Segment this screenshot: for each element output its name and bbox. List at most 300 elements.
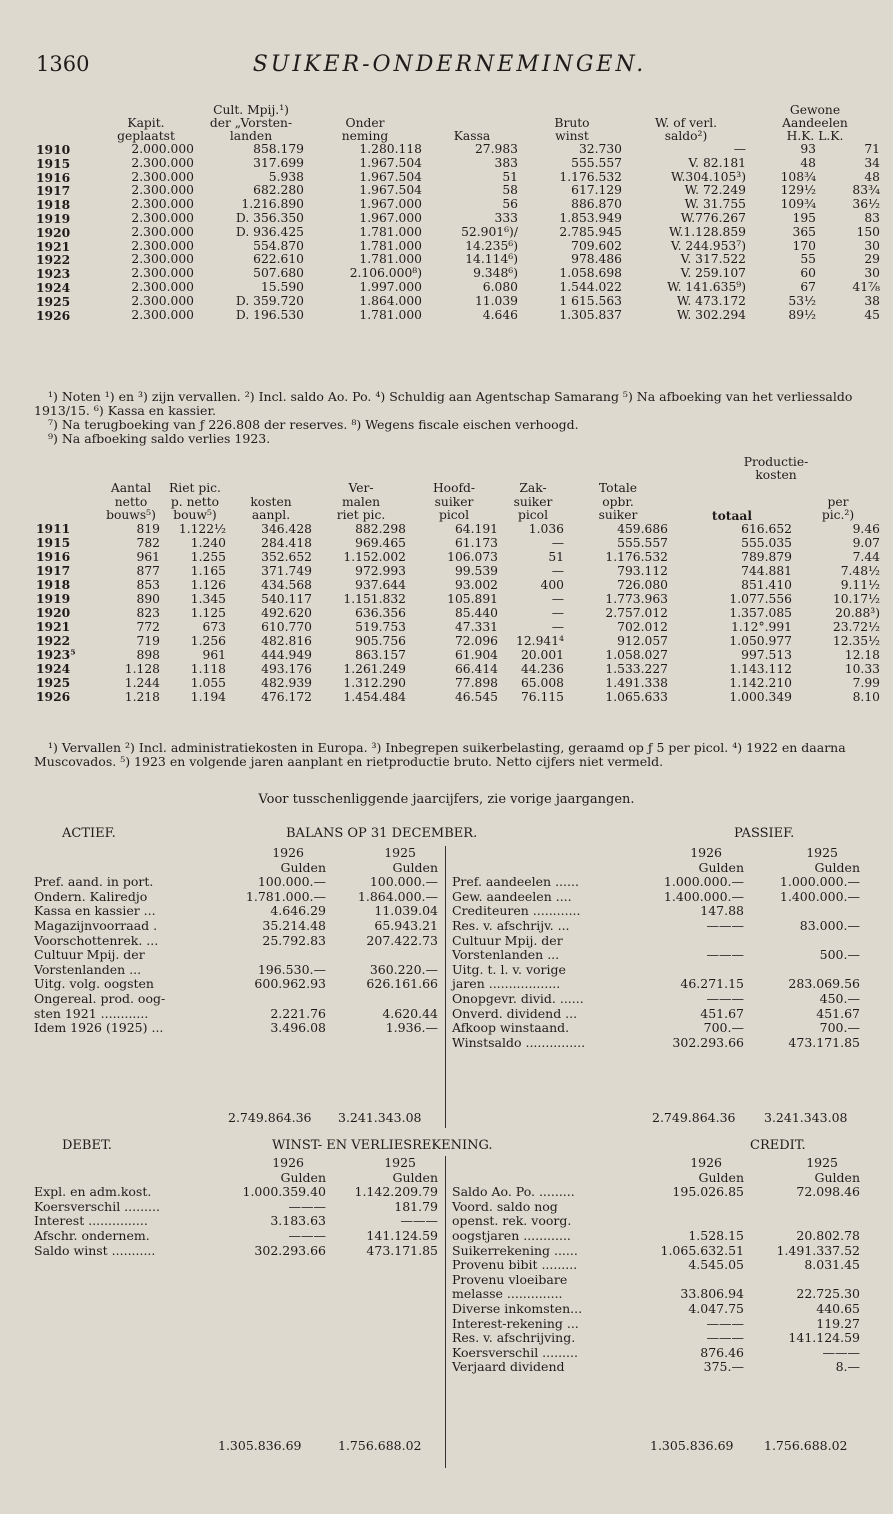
statement-row: [34, 1229, 438, 1244]
statement-row: [452, 904, 860, 919]
col-totale: Totale opbr. suiker: [598, 481, 638, 522]
row-value-1925: 141.124.59: [366, 1227, 438, 1243]
row-value-1926: ———: [706, 1315, 744, 1331]
row-label: Voord. saldo nog: [452, 1198, 558, 1214]
cell-totale: 912.057: [617, 634, 668, 649]
row-year: 1916: [36, 549, 71, 565]
row-value-1925: 1.491.337.52: [776, 1242, 860, 1258]
cell-totaal: 555.035: [741, 536, 792, 551]
cell-perpic: 9.46: [852, 522, 880, 537]
balans-divider: [445, 846, 446, 1128]
row-year: 1915: [36, 535, 71, 551]
row-label: Idem 1926 (1925) ...: [34, 1020, 164, 1036]
row-value-1926: 4.047.75: [688, 1300, 744, 1316]
cell-vermalen: 636.356: [355, 606, 406, 621]
cell-kosten: 371.749: [261, 564, 312, 579]
row-label: Res. v. afschrijv. ...: [452, 917, 570, 933]
cell-bruto: 1.305.837: [559, 307, 622, 322]
cell-hk: 109¾: [780, 197, 816, 212]
row-label: Res. v. afschrijving.: [452, 1330, 576, 1346]
cell-hoofd: 105.891: [447, 592, 498, 607]
col-gewone: Gewone Aandeelen H.K. L.K.: [782, 103, 848, 143]
cell-kapit: 2.300.000: [131, 266, 194, 281]
passief-label: PASSIEF.: [734, 826, 795, 841]
cell-kapit: 2.300.000: [131, 197, 194, 212]
table-row: [34, 578, 882, 592]
row-value-1925: 626.161.66: [366, 976, 438, 992]
statement-row: [34, 1007, 438, 1022]
cell-kosten: 540.117: [261, 592, 312, 607]
col-kapit: Kapit. geplaatst: [117, 116, 175, 143]
row-label: Koersverschil .........: [452, 1344, 578, 1360]
row-year: 1921: [36, 619, 71, 635]
row-value-1926: ———: [288, 1198, 326, 1214]
cell-perpic: 9.07: [852, 536, 880, 551]
cell-hoofd: 93.002: [454, 578, 498, 593]
cell-onder: 1.864.000: [359, 293, 422, 308]
cell-hk: 93: [800, 142, 816, 156]
cell-kassa: 333: [494, 210, 518, 225]
cell-cult: 622.610: [253, 252, 304, 267]
cell-zak: —: [551, 606, 564, 621]
cell-riet: 961: [202, 648, 226, 663]
cell-kassa: 27.983: [474, 142, 518, 156]
table-row: [34, 690, 882, 704]
row-value-1926: 195.026.85: [672, 1184, 744, 1200]
cell-vermalen: 882.298: [355, 522, 406, 537]
statement-row: [34, 904, 438, 919]
cell-kapit: 2.300.000: [131, 238, 194, 253]
row-value-1926: 1.065.632.51: [660, 1242, 744, 1258]
row-value-1926: 2.221.76: [270, 1005, 326, 1021]
row-value-1925: ———: [400, 1213, 438, 1229]
table1-body: [34, 143, 882, 322]
row-value-1925: 65.943.21: [374, 917, 438, 933]
cell-wverl: W. 141.635⁹): [667, 279, 746, 294]
cell-lk: 71: [864, 142, 880, 156]
table-row: [34, 676, 882, 690]
actief-table: 1926 1925 Gulden Gulden Pref. aand. in port. 100.000.— 100.000.— Ondern. Kaliredjo 1.781.000.— 1.864.000.— Kassa en kassier ... 4.646.29 11.039.04 Magazijnvoorraad . 35.214.48 65.943.21 Voorschottenrek. ... 25.792.83 207.422.73 Cultuur Mpij. der Vorstenlanden ... 196.530.— 360.220.— Uitg. volg. oogsten 600.962.93 626.161.66 Ongereal. prod. oog- sten 1921 ............ 2.221.76 4.620.44 Idem 1926 (1925) ... 3.496.08 1.936.—: [34, 845, 438, 1036]
table2-header: [34, 456, 882, 522]
statement-row: [452, 1021, 860, 1036]
cell-zak: 400: [540, 578, 564, 593]
cell-riet: 1.165: [190, 564, 226, 579]
cell-kosten: 492.620: [261, 606, 312, 621]
statement-row: [452, 890, 860, 905]
cell-lk: 48: [864, 169, 880, 184]
row-value-1926: 1.400.000.—: [663, 888, 744, 904]
row-value-1926: [224, 992, 326, 1007]
balans-title: BALANS OP 31 DECEMBER.: [286, 826, 478, 841]
table1-notes: [34, 390, 880, 446]
statement-row: [34, 992, 438, 1007]
cell-perpic: 8.10: [852, 690, 880, 705]
row-value-1925: 500.—: [819, 947, 860, 963]
row-value-1925: 1.000.000.—: [779, 874, 860, 890]
row-label: oogstjaren ............: [452, 1227, 571, 1243]
row-label: Gew. aandeelen ....: [452, 888, 572, 904]
cell-hoofd: 72.096: [454, 634, 498, 649]
row-value-1925: 473.171.85: [366, 1242, 438, 1258]
cell-kassa: 58: [502, 183, 518, 198]
table-row: [34, 171, 882, 185]
row-value-1926: [634, 963, 744, 978]
row-label: Uitg. volg. oogsten: [34, 976, 154, 992]
row-value-1925: 119.27: [816, 1315, 860, 1331]
cell-totaal: 1.077.556: [729, 592, 792, 607]
cell-perpic: 12.35½: [832, 634, 880, 649]
statement-row: [452, 1007, 860, 1022]
cell-kosten: 482.816: [261, 634, 312, 649]
cell-cult: 15.590: [260, 279, 304, 294]
passief-total-1925: 3.241.343.08: [764, 1110, 848, 1125]
cell-kosten: 352.652: [261, 550, 312, 565]
col-perpic: per pic.²): [821, 494, 855, 522]
col-aantal: Aantal netto bouws⁵): [106, 481, 156, 522]
cell-totaal: 997.513: [741, 648, 792, 663]
cell-cult: D. 356.350: [235, 210, 304, 225]
cell-zak: 51: [548, 550, 564, 565]
cell-bruto: 1.853.949: [559, 210, 622, 225]
row-label: Ongereal. prod. oog-: [34, 990, 166, 1006]
cell-vermalen: 905.756: [355, 634, 406, 649]
cell-cult: 5.938: [268, 169, 304, 184]
row-label: Magazijnvoorraad .: [34, 917, 158, 933]
cell-vermalen: 969.465: [355, 536, 406, 551]
credit-label: CREDIT.: [750, 1138, 806, 1153]
passief-total-1926: 2.749.864.36: [652, 1110, 736, 1125]
row-label: Saldo Ao. Po. .........: [452, 1184, 575, 1200]
cell-totaal: 616.652: [741, 522, 792, 537]
col-wverl: W. of verl. saldo²): [654, 116, 718, 143]
row-label: Cultuur Mpij. der: [452, 932, 563, 948]
cell-totaal: 744.881: [741, 564, 792, 579]
cell-kapit: 2.300.000: [131, 183, 194, 198]
page-number: 1360: [36, 52, 90, 76]
row-label: jaren ..................: [452, 976, 561, 992]
cell-wverl: V. 82.181: [688, 155, 746, 170]
cell-hoofd: 77.898: [454, 676, 498, 691]
statement-row: [452, 934, 860, 949]
row-value-1925: [744, 934, 860, 949]
cell-lk: 150: [856, 224, 880, 239]
row-value-1925: 1.142.209.79: [354, 1184, 438, 1200]
row-value-1925: [744, 1214, 860, 1229]
cell-cult: D. 196.530: [235, 307, 304, 322]
balans-heading: [34, 826, 873, 842]
cell-bruto: 1 615.563: [559, 293, 622, 308]
cell-kapit: 2.300.000: [131, 279, 194, 294]
table-row: [34, 253, 882, 267]
cell-zak: —: [551, 536, 564, 551]
cell-bruto: 2.785.945: [559, 224, 622, 239]
actief-total-1926: 2.749.864.36: [228, 1110, 312, 1125]
row-value-1925: [744, 1200, 860, 1215]
cell-aantal: 1.218: [124, 690, 160, 705]
passief-table: 1926 1925 Gulden Gulden Pref. aandeelen ...... 1.000.000.— 1.000.000.— Gew. aandeelen .... 1.400.000.— 1.400.000.— Crediteuren ............ 147.88 Res. v. afschrijv. ... ——— 83.000.— Cultuur Mpij. der Vorstenlanden ... ——— 500.— Uitg. t. l. v. vorige jaren .................. 46.271.15 283.069.56 Onopgevr. divid. ...... ——— 450.— Onverd. dividend ... 451.67 451.67 Afkoop winstaand. 700.— 700.— Winstsaldo ............... 302.293.66 473.171.85: [452, 845, 860, 1050]
cell-zak: —: [551, 620, 564, 635]
row-label: Provenu bibit .........: [452, 1257, 578, 1273]
row-value-1925: [744, 904, 860, 919]
row-year: 1926: [36, 307, 71, 323]
row-label: Afkoop winstaand.: [452, 1020, 570, 1036]
cell-vermalen: 972.993: [355, 564, 406, 579]
cell-kapit: 2.300.000: [131, 155, 194, 170]
row-year: 1917: [36, 183, 71, 199]
col-hoofd: Hoofd- suiker picol: [432, 481, 476, 522]
statement-row: [34, 977, 438, 992]
cell-perpic: 7.44: [852, 550, 880, 565]
cell-totaal: 1.000.349: [729, 690, 792, 705]
cell-vermalen: 863.157: [355, 648, 406, 663]
row-value-1926: 4.646.29: [270, 903, 326, 919]
row-label: Vorstenlanden ...: [452, 947, 560, 963]
row-value-1925: 283.069.56: [788, 976, 860, 992]
cell-hoofd: 66.414: [454, 662, 498, 677]
cell-totale: 1.065.633: [605, 690, 668, 705]
cell-kosten: 493.176: [261, 662, 312, 677]
cell-wverl: —: [733, 142, 746, 156]
table1-header: [34, 104, 882, 143]
cell-aantal: 898: [136, 648, 160, 663]
cell-zak: 65.008: [520, 676, 564, 691]
row-value-1926: ———: [706, 1330, 744, 1346]
col-cult: Cult. Mpij.¹) der „Vorsten- landen: [209, 103, 293, 143]
row-value-1926: 1.000.359.40: [242, 1184, 326, 1200]
note-line: ⁷) Na terugboeking van ƒ 226.808 der reserves. ⁸) Wegens fiscale eischen verhoogd.: [48, 417, 579, 432]
cell-lk: 83¾: [852, 183, 880, 198]
cell-perpic: 9.11½: [840, 578, 880, 593]
row-value-1926: 1.781.000.—: [245, 888, 326, 904]
note-line: ⁹) Na afboeking saldo verlies 1923.: [48, 431, 271, 446]
row-value-1926: 600.962.93: [254, 976, 326, 992]
statement-row: [452, 1273, 860, 1288]
cell-zak: 20.001: [520, 648, 564, 663]
row-label: Ondern. Kaliredjo: [34, 888, 148, 904]
row-year: 1922: [36, 633, 71, 649]
cell-totaal: 1.050.977: [729, 634, 792, 649]
statement-row: [452, 963, 860, 978]
cell-riet: 1.255: [190, 550, 226, 565]
cell-hoofd: 61.173: [454, 536, 498, 551]
row-label: Kassa en kassier ...: [34, 903, 156, 919]
cell-vermalen: 1.312.290: [343, 676, 406, 691]
row-value-1925: 450.—: [819, 990, 860, 1006]
row-value-1926: [634, 1200, 744, 1215]
col-prod: Productie- kosten: [743, 455, 809, 483]
statement-row: [452, 1244, 860, 1259]
row-value-1926: 1.528.15: [688, 1227, 744, 1243]
cell-kassa: 6.080: [482, 279, 518, 294]
row-value-1926: 147.88: [700, 903, 744, 919]
cell-riet: 1.122½: [178, 522, 226, 537]
row-value-1926: 1.000.000.—: [663, 874, 744, 890]
cell-hk: 195: [792, 210, 816, 225]
row-value-1926: [224, 948, 326, 963]
cell-totaal: 1.143.112: [729, 662, 792, 677]
statement-row: [452, 1214, 860, 1229]
row-value-1926: 302.293.66: [254, 1242, 326, 1258]
cell-perpic: 7.99: [852, 676, 880, 691]
row-value-1925: 700.—: [819, 1020, 860, 1036]
col-vermalen: Ver- malen riet pic.: [336, 481, 386, 522]
cell-onder: 1.781.000: [359, 307, 422, 322]
col-zak: Zak- suiker picol: [513, 481, 553, 522]
row-year: 1925: [36, 675, 71, 691]
cell-bruto: 1.058.698: [559, 266, 622, 281]
cell-vermalen: 1.454.484: [343, 690, 406, 705]
table-row: [34, 564, 882, 578]
row-value-1925: 440.65: [816, 1300, 860, 1316]
table-row: [34, 309, 882, 323]
table-row: [34, 295, 882, 309]
cell-bruto: 709.602: [571, 238, 622, 253]
cell-onder: 1.781.000: [359, 238, 422, 253]
cell-cult: 1.216.890: [241, 197, 304, 212]
cell-wverl: V. 259.107: [680, 266, 746, 281]
cell-kosten: 346.428: [261, 522, 312, 537]
table-row: [34, 184, 882, 198]
statement-row: [452, 1036, 860, 1051]
actief-total-1925: 3.241.343.08: [338, 1110, 422, 1125]
cell-cult: D. 936.425: [235, 224, 304, 239]
cell-riet: 1.118: [190, 662, 226, 677]
cell-hk: 108¾: [780, 169, 816, 184]
cell-riet: 673: [202, 620, 226, 635]
cell-totaal: 789.879: [741, 550, 792, 565]
winst-title: WINST- EN VERLIESREKENING.: [272, 1138, 493, 1153]
cell-onder: 1.967.504: [359, 155, 422, 170]
cell-vermalen: 519.753: [355, 620, 406, 635]
cell-vermalen: 1.261.249: [343, 662, 406, 677]
row-year: 1918: [36, 197, 71, 213]
cell-kosten: 482.939: [261, 676, 312, 691]
cell-hoofd: 47.331: [454, 620, 498, 635]
row-year: 1925: [36, 293, 71, 309]
cell-totale: 555.557: [617, 536, 668, 551]
row-year: 1922: [36, 252, 71, 268]
row-label: openst. rek. voorg.: [452, 1213, 572, 1229]
row-label: Pref. aand. in port.: [34, 874, 154, 890]
cell-totale: 1.176.532: [605, 550, 668, 565]
cell-hoofd: 85.440: [454, 606, 498, 621]
statement-row: [34, 934, 438, 949]
cell-lk: 36½: [852, 197, 880, 212]
cell-hk: 67: [800, 279, 816, 294]
note-line: ¹) Noten ¹) en ³) zijn vervallen. ²) Incl. saldo Ao. Po. ⁴) Schuldig aan Agentschap Samarang ⁵) Na afboeking van het verliessaldo 1913/15. ⁶) Kassa en kassier.: [34, 389, 853, 418]
cell-bruto: 1.544.022: [559, 279, 622, 294]
cell-onder: 1.781.000: [359, 252, 422, 267]
cell-kapit: 2.300.000: [131, 293, 194, 308]
table-row: [34, 212, 882, 226]
cell-cult: 682.280: [253, 183, 304, 198]
statement-row: [452, 1185, 860, 1200]
cell-aantal: 1.128: [124, 662, 160, 677]
cell-aantal: 961: [136, 550, 160, 565]
row-value-1925: 8.031.45: [804, 1257, 860, 1273]
row-label: Expl. en adm.kost.: [34, 1184, 152, 1200]
cell-perpic: 10.17½: [832, 592, 880, 607]
statement-row: [452, 1346, 860, 1361]
row-value-1926: ———: [288, 1227, 326, 1243]
cell-kassa: 52.901⁶)/: [461, 224, 518, 239]
table-row: [34, 267, 882, 281]
cell-kosten: 284.418: [261, 536, 312, 551]
row-label: Vorstenlanden ...: [34, 961, 142, 977]
statement-row: [452, 1229, 860, 1244]
row-value-1925: [326, 948, 438, 963]
row-value-1925: 11.039.04: [374, 903, 438, 919]
cell-bruto: 886.870: [571, 197, 622, 212]
cell-perpic: 10.33: [844, 662, 880, 677]
statement-row: [34, 1200, 438, 1215]
debet-total-1925: 1.756.688.02: [338, 1438, 422, 1453]
row-label: Winstsaldo ...............: [452, 1034, 586, 1050]
row-value-1926: 302.293.66: [672, 1034, 744, 1050]
row-label: Diverse inkomsten...: [452, 1300, 583, 1316]
cell-totale: 1.533.227: [605, 662, 668, 677]
statement-row: [34, 948, 438, 963]
row-value-1926: [634, 934, 744, 949]
credit-total-1925: 1.756.688.02: [764, 1438, 848, 1453]
cell-zak: 1.036: [528, 522, 564, 537]
row-value-1926: ———: [706, 917, 744, 933]
table2-body: [34, 522, 882, 704]
row-value-1926: 196.530.—: [257, 961, 326, 977]
row-label: Provenu vloeibare: [452, 1271, 568, 1287]
statement-row: [452, 1200, 860, 1215]
row-value-1925: [744, 1273, 860, 1288]
row-value-1926: 700.—: [703, 1020, 744, 1036]
cell-totale: 726.080: [617, 578, 668, 593]
statement-row: [34, 1185, 438, 1200]
cell-lk: 34: [864, 155, 880, 170]
row-value-1926: [634, 1214, 744, 1229]
table-row: [34, 157, 882, 171]
row-year: 1910: [36, 142, 71, 157]
table-row: [34, 648, 882, 662]
statement-row: [34, 919, 438, 934]
statement-row: [34, 875, 438, 890]
cell-wverl: W. 473.172: [676, 293, 746, 308]
page-title: SUIKER-ONDERNEMINGEN.: [252, 52, 647, 77]
cell-hoofd: 106.073: [447, 550, 498, 565]
row-value-1926: 451.67: [700, 1005, 744, 1021]
row-value-1925: 1.864.000.—: [357, 888, 438, 904]
cell-wverl: W. 302.294: [676, 307, 746, 322]
cell-kapit: 2.000.000: [131, 142, 194, 156]
cell-zak: 12.941⁴: [516, 634, 564, 649]
cell-perpic: 23.72½: [832, 620, 880, 635]
row-value-1926: ———: [706, 947, 744, 963]
row-value-1926: 35.214.48: [262, 917, 326, 933]
cell-totale: 793.112: [617, 564, 668, 579]
cell-wverl: W. 72.249: [684, 183, 746, 198]
row-label: Afschr. ondernem.: [34, 1227, 150, 1243]
cell-zak: —: [551, 592, 564, 607]
cell-totale: 1.773.963: [605, 592, 668, 607]
cell-aantal: 772: [136, 620, 160, 635]
cell-onder: 1.967.504: [359, 183, 422, 198]
statement-row: [452, 1331, 860, 1346]
row-value-1925: 22.725.30: [796, 1286, 860, 1302]
cell-cult: 858.179: [253, 142, 304, 156]
cell-zak: 76.115: [520, 690, 564, 705]
cell-bruto: 978.486: [571, 252, 622, 267]
cell-cult: 554.870: [253, 238, 304, 253]
row-value-1926: [634, 1273, 744, 1288]
row-value-1926: 4.545.05: [688, 1257, 744, 1273]
